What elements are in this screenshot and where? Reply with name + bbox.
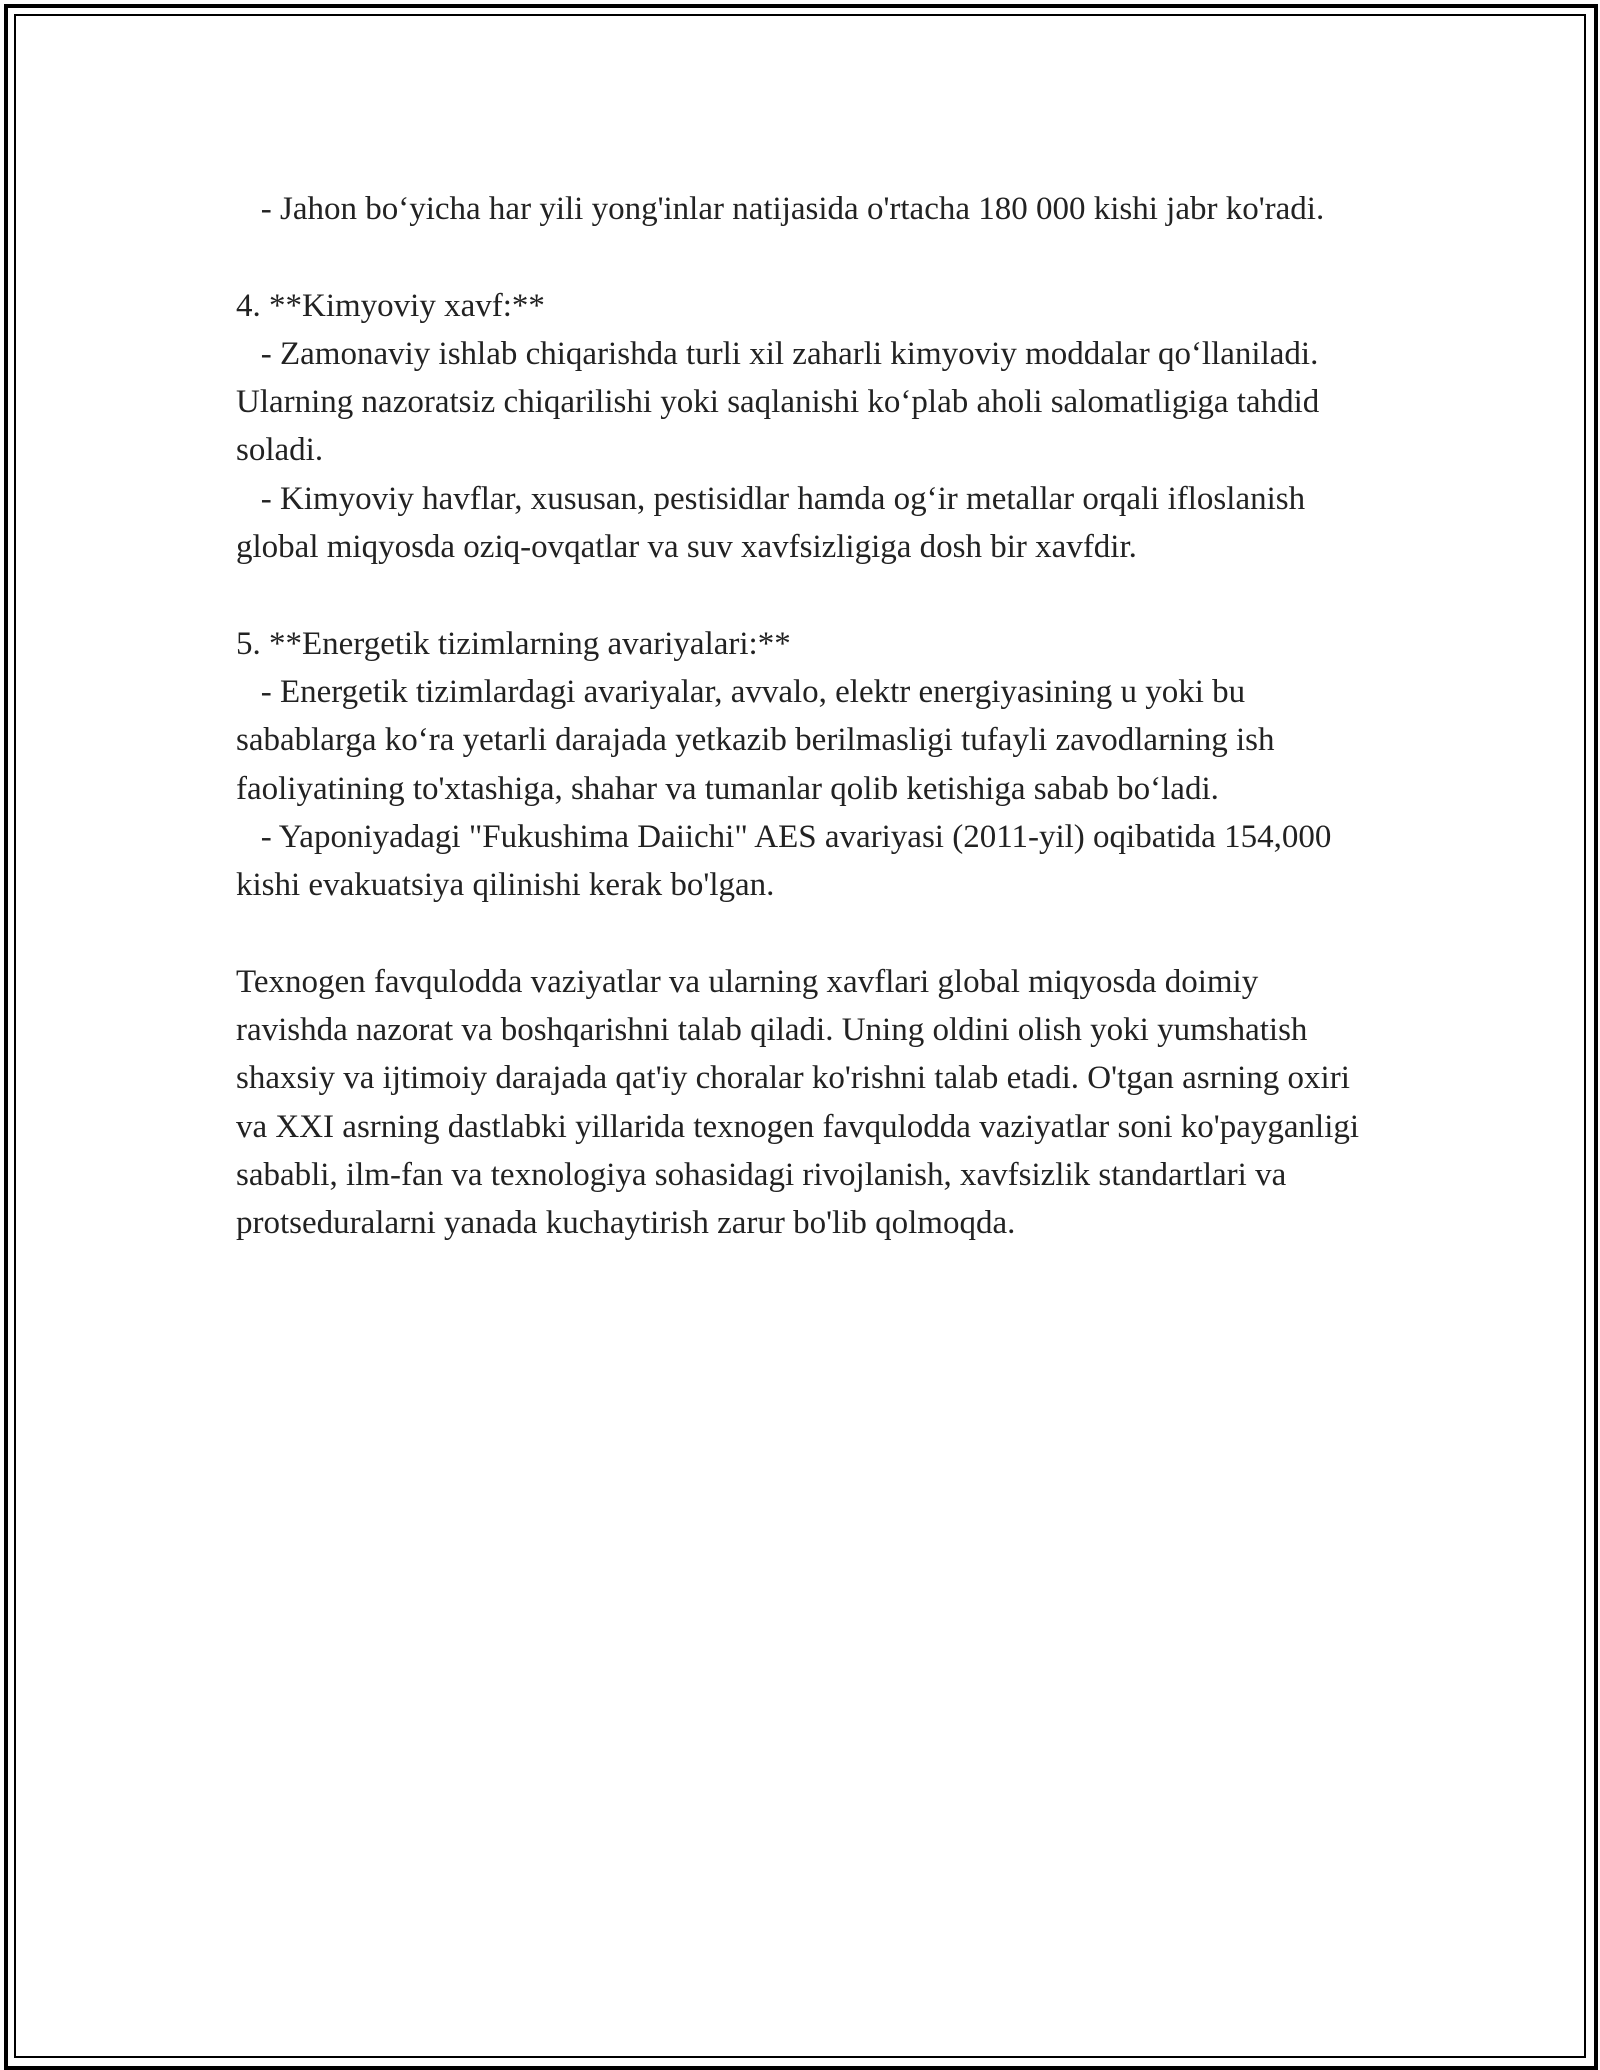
section-4-heading: 4. **Kimyoviy xavf:** [236,287,545,324]
conclusion-paragraph: Texnogen favqulodda vaziyatlar va ularning xavflari global miqyosda doimiy ravishda nazorat va boshqarishni talab qiladi. Uning oldini olish yoki yumshatish shaxsiy va ijtimoiy darajada qat'iy choralar ko'rishni talab etadi. O'tgan asrning oxiri va XXI asrning dastlabki yillarida texnogen favqulodda vaziyatlar soni ko'payganligi sababli, ilm-fan va texnologiya sohasidagi rivojlanish, xavfsizlik standartlari va protseduralarni yanada kuchaytirish zarur bo'lib qolmoqda. [236,963,1368,1242]
fire-bullet-2: - Jahon bo‘yicha har yili yong'inlar natijasida o'rtacha 180 000 kishi jabr ko'radi. [236,191,1325,227]
section-5-heading: 5. **Energetik tizimlarning avariyalari:** [236,625,791,662]
section-4-bullet-1: - Zamonaviy ishlab chiqarishda turli xil zaharli kimyoviy moddalar qo‘llaniladi. Ularning nazoratsiz chiqarilishi yoki saqlanishi ko‘plab aholi salomatligiga tahdid soladi. [236,335,1328,469]
paragraph-gap [236,909,1366,957]
paragraph-gap [236,233,1366,281]
paragraph-gap [236,571,1366,619]
section-4-bullet-2: - Kimyoviy havflar, xususan, pestisidlar hamda og‘ir metallar orqali ifloslanish global miqyosda oziq-ovqatlar va suv xavfsizligiga dosh bir xavfdir. [236,480,1314,566]
section-5-bullet-1: - Energetik tizimlardagi avariyalar, avvalo, elektr energiyasining u yoki bu sabablarga ko‘ra yetarli darajada yetkazib berilmasligi tufayli zavodlarning ish faoliyatining to'xtashiga, shahar va tumanlar qolib ketishiga sabab bo‘ladi. [236,673,1283,807]
section-5-bullet-2: - Yaponiyadagi "Fukushima Daiichi" AES avariyasi (2011-yil) oqibatida 154,000 kishi evakuatsiya qilinishi kerak bo'lgan. [236,818,1340,904]
document-body [236,185,1366,1248]
